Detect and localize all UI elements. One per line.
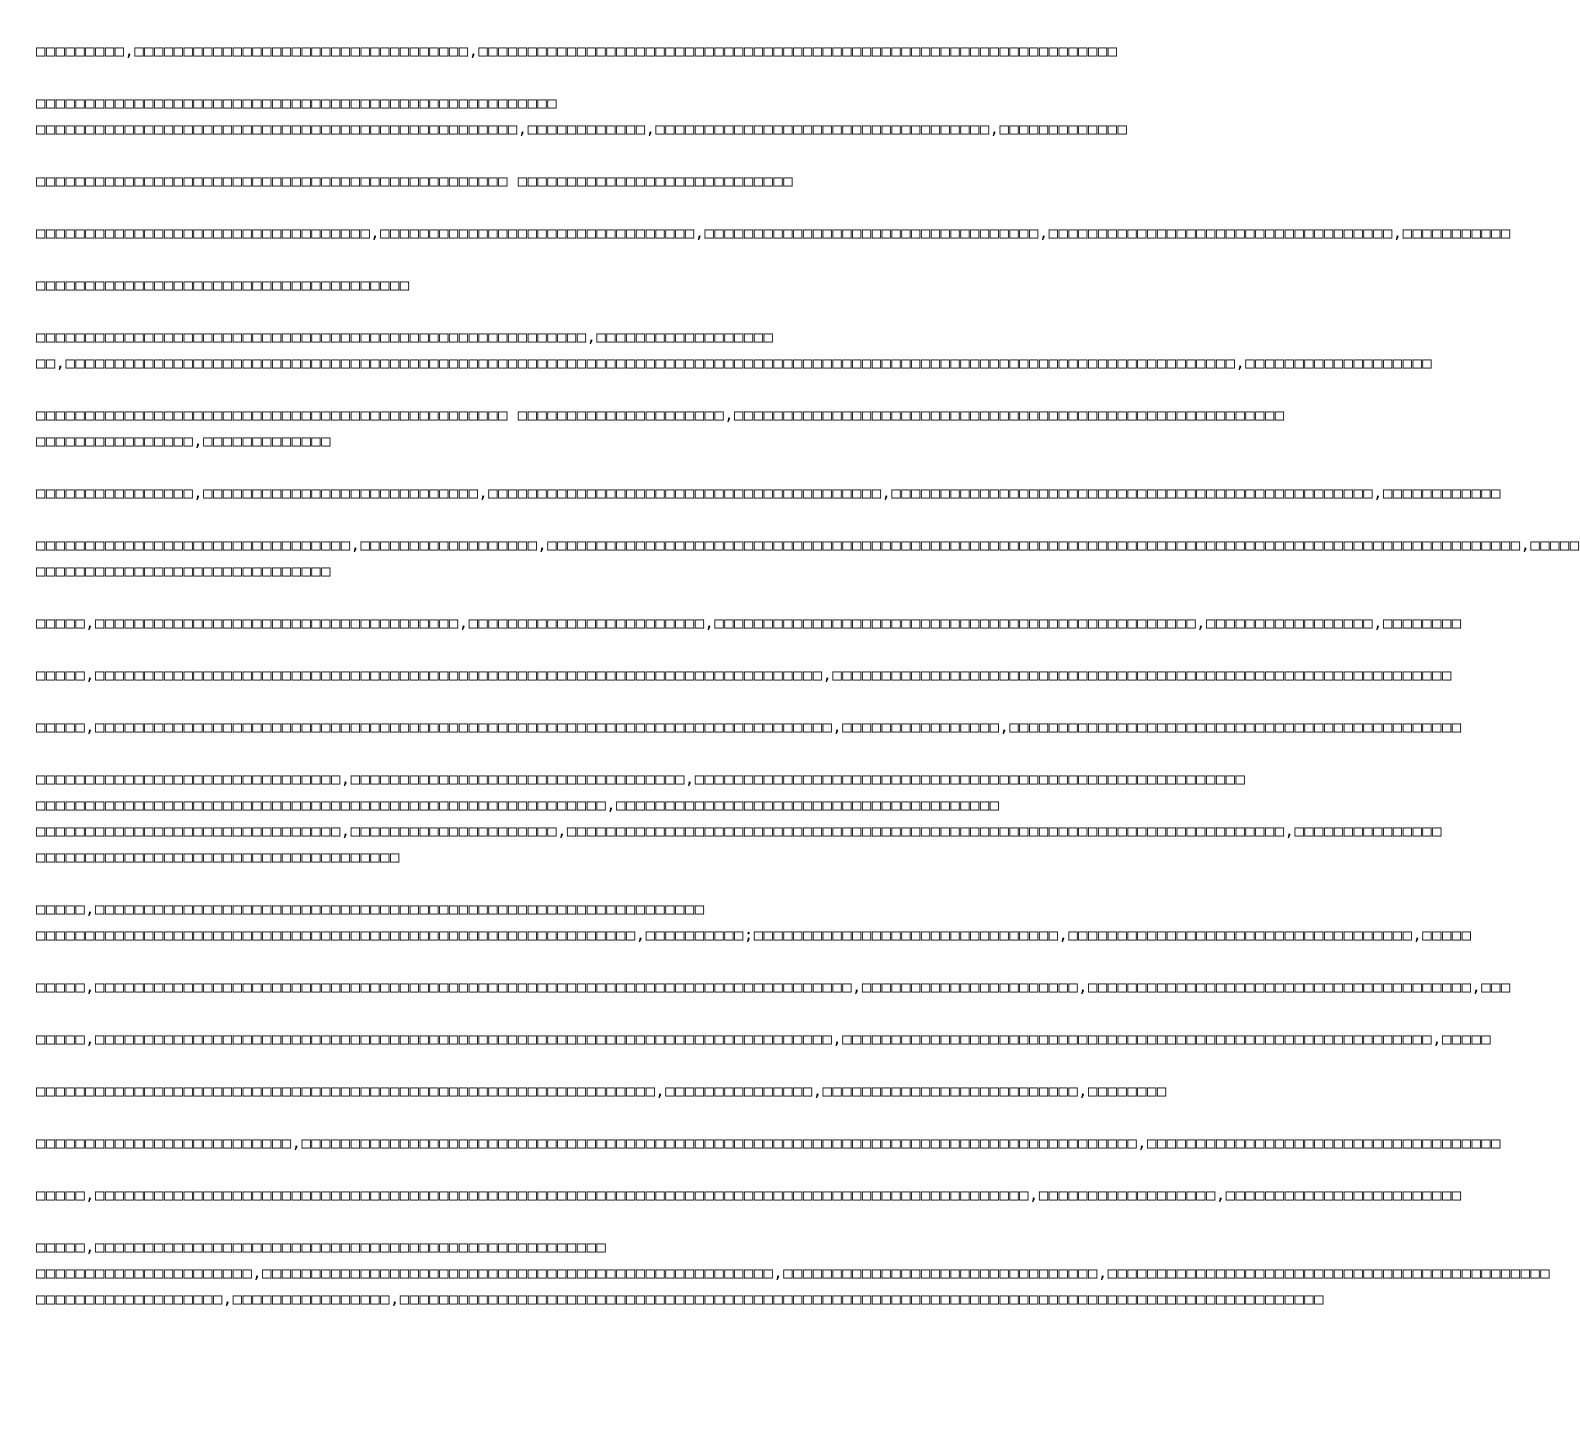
text-line: □□□□□□□□□□□□□□□□□□□□□□□□□□□□□□□□□□□□□□ bbox=[36, 276, 410, 294]
text-line: □□□□□□□□□□□□□□□□□□□□□□□□□□□□□□□□□□□□□□□□□□□□□□□□□,□□□□□□□□□□□□,□□□□□□□□□□□□□□□□□□□□□□□□□□□□□□□□□□,□□□□□□□□□□□□□ bbox=[36, 120, 1128, 138]
paragraph bbox=[36, 90, 1128, 142]
text-line: □□□□□□□□□□□□□□□□□□□□□□□□□□,□□□□□□□□□□□□□□□□□□□□□□□□□□□□□□□□□□□□□□□□□□□□□□□□□□□□□□□□□□□□□□□□□□□□□□□□□□□□□□□□□□□□□,□□□□□□□□□□□□□□□□□□□□□□□□□□□□□□□□□□□□ bbox=[36, 1134, 1501, 1152]
paragraph bbox=[36, 714, 1462, 740]
text-line: □□□□□□□□□□□□□□□□□□□□□□□□□□□□□□□,□□□□□□□□□□□□□□□□□□□□□□□□□□□□□□□□□□,□□□□□□□□□□□□□□□□□□□□□□□□□□□□□□□□□□□□□□□□□□□□□□□□□□□□□□□□ bbox=[36, 770, 1246, 788]
paragraph bbox=[36, 220, 1511, 246]
paragraph bbox=[36, 324, 1433, 376]
text-line: □□□□□□□□□□□□□□□□□□□□□□□□□□□□□□□□□□□□□□□□□□□□□□□□□□□□□□□□□□□□□,□□□□□□□□□□;□□□□□□□□□□□□□□□□□□□□□□□□□□□□□□□,□□□□□□□□□□□□□□□□□□□□□□□□□□□□□□□□□□□,□□□□□ bbox=[36, 926, 1472, 944]
text-line: □□□□□□□□□□□□□□□□□□□□□□□□□□□□□□□□□□□□□□□□□□□□□□□□□□□□□□□□□□,□□□□□□□□□□□□□□□□□□□□□□□□□□□□□□□□□□□□□□□ bbox=[36, 796, 1000, 814]
paragraph bbox=[36, 1182, 1462, 1208]
text-line: □□□□□,□□□□□□□□□□□□□□□□□□□□□□□□□□□□□□□□□□□□□□□□□□□□□□□□□□□□ bbox=[36, 1238, 607, 1256]
text-line: □□□□□□□□□□□□□□□□□□□□□□□□□□□□□□□□□□□□□□□□□□□□□□□□ □□□□□□□□□□□□□□□□□□□□□,□□□□□□□□□□□□□□□□□□□□□□□□□□□□□□□□□□□□□□□□□□□□□□□□□□□□□□□□ bbox=[36, 406, 1285, 424]
paragraph bbox=[36, 896, 1472, 948]
text-line: □□□□□□□□□□□□□□□□□□□□□□□□□□□□□□□□□□□□□□□□□□□□□□□□□□□□□ bbox=[36, 94, 558, 112]
text-line: □□□□□□□□□□□□□□□□□□□□□□□□□□□□□□ bbox=[36, 562, 331, 580]
paragraph bbox=[36, 168, 990, 194]
text-line: □□□□□□□□□□□□□□□□□□□□□□□□□□□□□□□□,□□□□□□□□□□□□□□□□□□,□□□□□□□□□□□□□□□□□□□□□□□□□□□□□□□□□□□□□□□□□□□□□□□□□□□□□□□□□□□□□□□□□□□□□□□□□□□□□□□□□□□□□□□□□□□□□□□□□□□,□□□□□ bbox=[36, 536, 1580, 554]
text-line: □□□□□,□□□□□□□□□□□□□□□□□□□□□□□□□□□□□□□□□□□□□,□□□□□□□□□□□□□□□□□□□□□□□□,□□□□□□□□□□□□□□□□□□□□□□□□□□□□□□□□□□□□□□□□□□□□□□□□□,□□□□□□□□□□□□□□□□□,□□□□□□□□ bbox=[36, 614, 1462, 632]
text-line: □□□□□□□□□,□□□□□□□□□□□□□□□□□□□□□□□□□□□□□□□□□□,□□□□□□□□□□□□□□□□□□□□□□□□□□□□□□□□□□□□□□□□□□□□□□□□□□□□□□□□□□□□□□□□□ bbox=[36, 42, 1118, 60]
text-line: □□□□□,□□□□□□□□□□□□□□□□□□□□□□□□□□□□□□□□□□□□□□□□□□□□□□□□□□□□□□□□□□□□□□□□□□□□□□□□□□□□□□□□□□□□□□□□□□□□□□□,□□□□□□□□□□□□□□□□□□,□□□□□□□□□□□□□□□□□□□□□□□□ bbox=[36, 1186, 1462, 1204]
paragraph bbox=[36, 1234, 1551, 1312]
text-line: □□□□□,□□□□□□□□□□□□□□□□□□□□□□□□□□□□□□□□□□□□□□□□□□□□□□□□□□□□□□□□□□□□□□□□□□□□□□□□□□□,□□□□□□□□□□□□□□□□□□□□□□□□□□□□□□□□□□□□□□□□□□□□□□□□□□□□□□□□□□□□,□□□□□ bbox=[36, 1030, 1492, 1048]
paragraph bbox=[36, 974, 1511, 1000]
text-line: □□□□□□□□□□□□□□□□□□□,□□□□□□□□□□□□□□□□,□□□□□□□□□□□□□□□□□□□□□□□□□□□□□□□□□□□□□□□□□□□□□□□□□□□□□□□□□□□□□□□□□□□□□□□□□□□□□□□□□□□□□□□□□□□□□□ bbox=[36, 1290, 1324, 1308]
text-line: □□□□□,□□□□□□□□□□□□□□□□□□□□□□□□□□□□□□□□□□□□□□□□□□□□□□□□□□□□□□□□□□□□□□ bbox=[36, 900, 705, 918]
paragraph bbox=[36, 1026, 1492, 1052]
paragraph bbox=[36, 766, 1442, 870]
text-line: □□□□□,□□□□□□□□□□□□□□□□□□□□□□□□□□□□□□□□□□□□□□□□□□□□□□□□□□□□□□□□□□□□□□□□□□□□□□□□□□□□□,□□□□□□□□□□□□□□□□□□□□□□,□□□□□□□□□□□□□□□□□□□□□□□□□□□□□□□□□□□□□□□,□□□ bbox=[36, 978, 1511, 996]
paragraph bbox=[36, 1078, 1167, 1104]
paragraph bbox=[36, 1130, 1501, 1156]
text-line: □□□□□□□□□□□□□□□□□□□□□□□□□□□□□□□□□□□□□□□□□□□□□□□□□□□□□□□□,□□□□□□□□□□□□□□□□□□ bbox=[36, 328, 774, 346]
text-line: □□□□□,□□□□□□□□□□□□□□□□□□□□□□□□□□□□□□□□□□□□□□□□□□□□□□□□□□□□□□□□□□□□□□□□□□□□□□□□□□□,□□□□□□□□□□□□□□□□,□□□□□□□□□□□□□□□□□□□□□□□□□□□□□□□□□□□□□□□□□□□□□□ bbox=[36, 718, 1462, 736]
paragraph bbox=[36, 532, 1580, 584]
text-line: □□□□□□□□□□□□□□□□□□□□□□□□□□□□□□□,□□□□□□□□□□□□□□□□□□□□□,□□□□□□□□□□□□□□□□□□□□□□□□□□□□□□□□□□□□□□□□□□□□□□□□□□□□□□□□□□□□□□□□□□□□□□□□□,□□□□□□□□□□□□□□□ bbox=[36, 822, 1442, 840]
text-line: □□□□□□□□□□□□□□□□□□□□□□,□□□□□□□□□□□□□□□□□□□□□□□□□□□□□□□□□□□□□□□□□□□□□□□□□□□□,□□□□□□□□□□□□□□□□□□□□□□□□□□□□□□□□,□□□□□□□□□□□□□□□□□□□□□□□□□□□□□□□□□□□□□□□□□□□□□ bbox=[36, 1264, 1551, 1282]
text-line: □□□□□□□□□□□□□□□□□□□□□□□□□□□□□□□□□□□□□ bbox=[36, 848, 400, 866]
paragraph bbox=[36, 402, 1285, 454]
text-line: □□□□□,□□□□□□□□□□□□□□□□□□□□□□□□□□□□□□□□□□□□□□□□□□□□□□□□□□□□□□□□□□□□□□□□□□□□□□□□□□,□□□□□□□□□□□□□□□□□□□□□□□□□□□□□□□□□□□□□□□□□□□□□□□□□□□□□□□□□□□□□□□ bbox=[36, 666, 1452, 684]
paragraph bbox=[36, 272, 990, 298]
paragraph bbox=[36, 610, 1462, 636]
paragraph bbox=[36, 480, 1501, 506]
text-line: □□□□□□□□□□□□□□□□,□□□□□□□□□□□□□ bbox=[36, 432, 331, 450]
text-line: □□,□□□□□□□□□□□□□□□□□□□□□□□□□□□□□□□□□□□□□□□□□□□□□□□□□□□□□□□□□□□□□□□□□□□□□□□□□□□□□□□□□□□□□□□□□□□□□□□□□□□□□□□□□□□□□□□□□□□□□□□,□□□□□□□□□□□□□□□□□□□ bbox=[36, 354, 1433, 372]
document-body bbox=[36, 38, 1580, 1338]
text-line: □□□□□□□□□□□□□□□□,□□□□□□□□□□□□□□□□□□□□□□□□□□□□,□□□□□□□□□□□□□□□□□□□□□□□□□□□□□□□□□□□□□□□□,□□□□□□□□□□□□□□□□□□□□□□□□□□□□□□□□□□□□□□□□□□□□□□□□□,□□□□□□□□□□□□ bbox=[36, 484, 1501, 502]
text-line: □□□□□□□□□□□□□□□□□□□□□□□□□□□□□□□□□□□□□□□□□□□□□□□□ □□□□□□□□□□□□□□□□□□□□□□□□□□□□ bbox=[36, 172, 794, 190]
text-line: □□□□□□□□□□□□□□□□□□□□□□□□□□□□□□□□□□□□□□□□□□□□□□□□□□□□□□□□□□□□□□□,□□□□□□□□□□□□□□□,□□□□□□□□□□□□□□□□□□□□□□□□□□,□□□□□□□□ bbox=[36, 1082, 1167, 1100]
text-line: □□□□□□□□□□□□□□□□□□□□□□□□□□□□□□□□□□,□□□□□□□□□□□□□□□□□□□□□□□□□□□□□□□□,□□□□□□□□□□□□□□□□□□□□□□□□□□□□□□□□□□,□□□□□□□□□□□□□□□□□□□□□□□□□□□□□□□□□□□,□□□□□□□□□□□ bbox=[36, 224, 1511, 242]
paragraph bbox=[36, 662, 1452, 688]
paragraph bbox=[36, 38, 1118, 64]
